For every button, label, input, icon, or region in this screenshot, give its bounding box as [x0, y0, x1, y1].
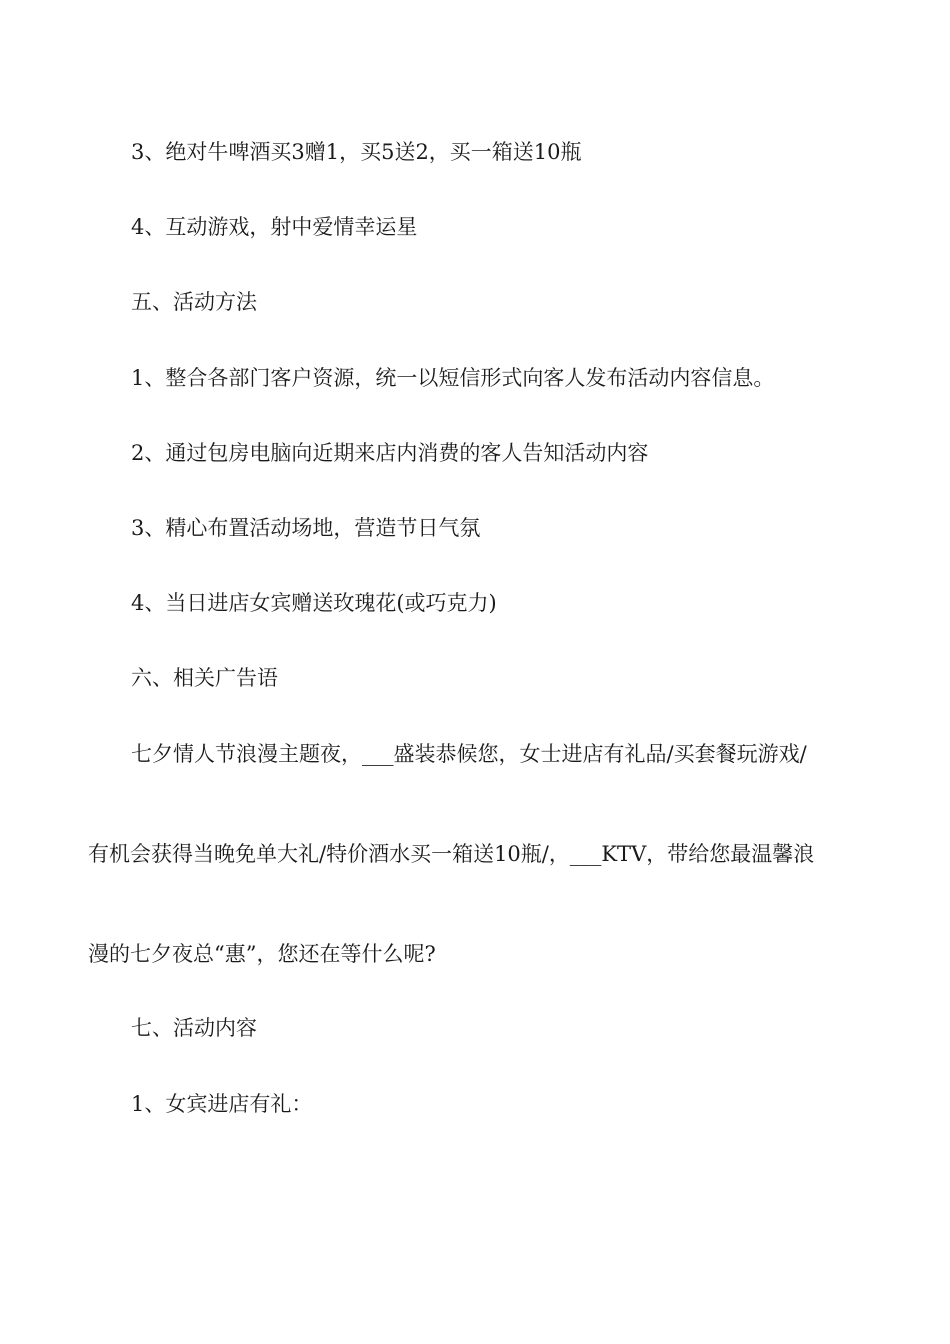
list-item-female-guest-gift: 1、女宾进店有礼：: [131, 1092, 313, 1116]
list-item-room-computer: 2、通过包房电脑向近期来店内消费的客人告知活动内容: [131, 441, 649, 465]
list-item-beer-offer: 3、绝对牛啤酒买3赠1，买5送2，买一箱送10瓶: [131, 140, 582, 164]
list-item-interactive-game: 4、互动游戏，射中爱情幸运星: [131, 215, 418, 239]
section-heading-slogans: 六、相关广告语: [131, 666, 278, 690]
list-item-sms-notice: 1、整合各部门客户资源，统一以短信形式向客人发布活动内容信息。: [131, 366, 775, 390]
list-item-roses-gift: 4、当日进店女宾赠送玫瑰花(或巧克力): [131, 591, 497, 615]
section-heading-methods: 五、活动方法: [131, 290, 257, 314]
slogan-paragraph-line-1: 七夕情人节浪漫主题夜，___盛装恭候您，女士进店有礼品/买套餐玩游戏/: [131, 742, 807, 766]
section-heading-content: 七、活动内容: [131, 1016, 257, 1040]
slogan-paragraph-line-3: 漫的七夕夜总“惠”，您还在等什么呢?: [88, 942, 436, 966]
slogan-paragraph-line-2: 有机会获得当晚免单大礼/特价酒水买一箱送10瓶/，___KTV，带给您最温馨浪: [88, 842, 815, 866]
list-item-venue-decoration: 3、精心布置活动场地，营造节日气氛: [131, 516, 481, 540]
